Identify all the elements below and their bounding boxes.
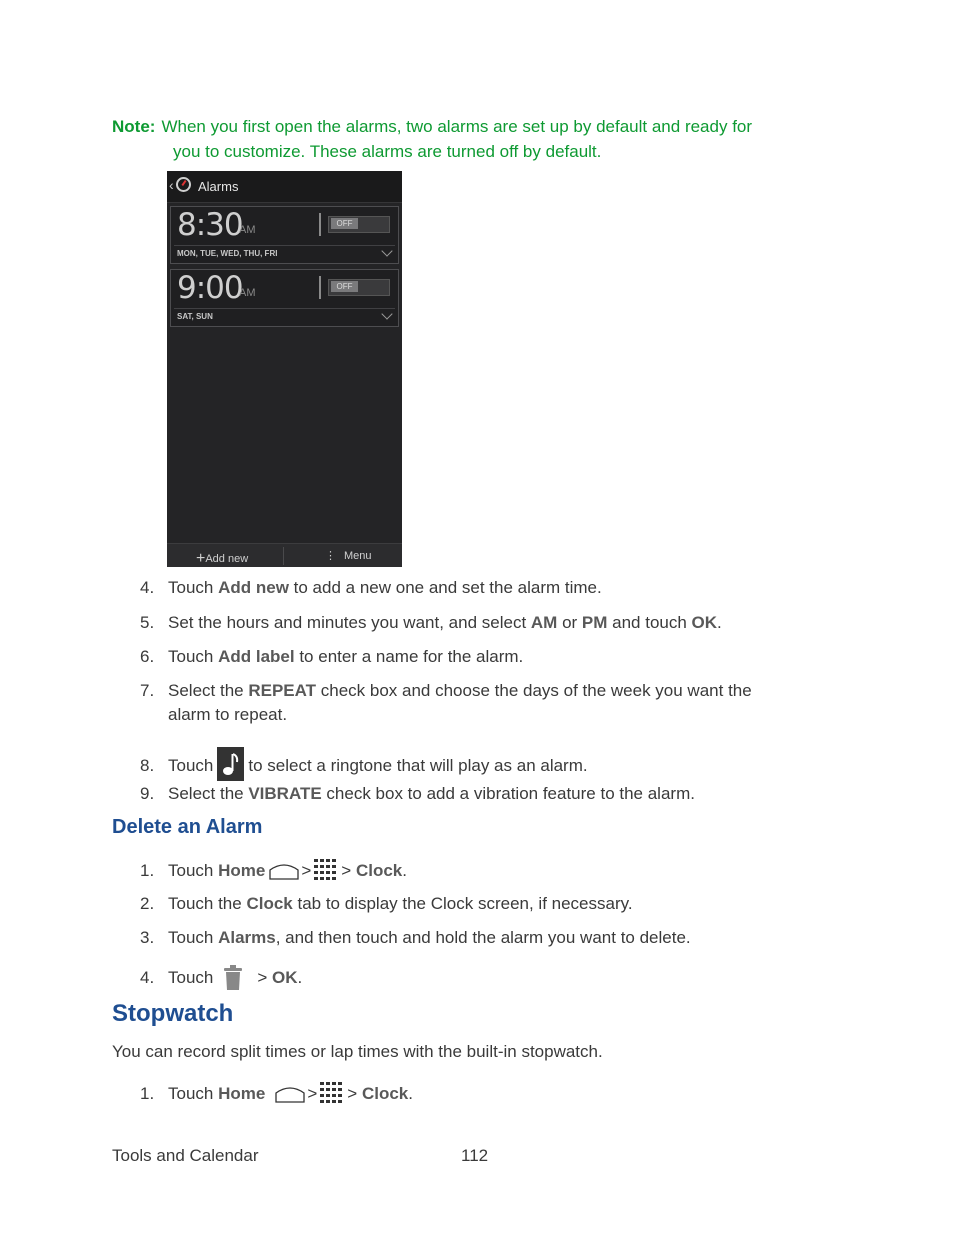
list-item: 1. Touch Home > > Clock. bbox=[140, 1081, 413, 1112]
alarms-title: Alarms bbox=[198, 179, 239, 194]
divider bbox=[283, 547, 284, 565]
list-item: 3. Touch Alarms, and then touch and hold the alarm you want to delete. bbox=[140, 928, 691, 947]
list-item: 5. Set the hours and minutes you want, and select AM or PM and touch OK. bbox=[140, 613, 722, 632]
alarm-toggle bbox=[328, 216, 390, 233]
home-icon bbox=[269, 862, 299, 887]
music-note-icon bbox=[217, 747, 244, 781]
menu-dots-icon: ⋮ bbox=[325, 550, 336, 562]
list-item: 9. Select the VIBRATE check box to add a vibration feature to the alarm. bbox=[140, 784, 695, 803]
footer-section: Tools and Calendar bbox=[112, 1146, 259, 1165]
apps-grid-icon bbox=[313, 858, 339, 889]
delete-alarm-heading: Delete an Alarm bbox=[112, 816, 263, 838]
list-item: 4. Touch > OK. bbox=[140, 965, 302, 998]
divider bbox=[174, 245, 395, 246]
toggle-label: OFF bbox=[331, 281, 358, 292]
list-item: 7. Select the REPEAT check box and choose the days of the week you want the bbox=[140, 681, 752, 700]
list-item: 6. Touch Add label to enter a name for the alarm. bbox=[140, 647, 524, 666]
list-item: 8. Touch to select a ringtone that will play as an alarm. bbox=[140, 747, 588, 781]
toggle-label: OFF bbox=[331, 218, 358, 229]
list-item-continuation: alarm to repeat. bbox=[168, 705, 288, 724]
note-label: Note: bbox=[112, 117, 156, 136]
alarm-days: SAT, SUN bbox=[177, 312, 213, 321]
alarm-time: 9:00 bbox=[177, 270, 243, 306]
plus-icon: + bbox=[196, 550, 206, 567]
alarm-row bbox=[170, 269, 399, 327]
note-text-line1: When you first open the alarms, two alarms are set up by default and ready for bbox=[161, 117, 753, 136]
alarms-footer bbox=[167, 543, 402, 567]
add-new-label: Add new bbox=[205, 553, 249, 565]
alarm-time: 8:30 bbox=[177, 207, 243, 243]
chevron-down-icon bbox=[381, 245, 392, 256]
menu-label: Menu bbox=[344, 550, 372, 562]
alarm-ampm: AM bbox=[239, 224, 256, 236]
alarm-days: MON, TUE, WED, THU, FRI bbox=[177, 249, 278, 258]
alarms-header bbox=[167, 171, 402, 203]
page-number: 112 bbox=[461, 1146, 489, 1165]
note-text-line2: you to customize. These alarms are turned off by default. bbox=[173, 142, 602, 161]
alarm-row bbox=[170, 206, 399, 264]
apps-grid-icon bbox=[319, 1081, 345, 1112]
stopwatch-heading: Stopwatch bbox=[112, 1000, 234, 1027]
menu-button bbox=[325, 549, 372, 562]
trash-icon bbox=[223, 965, 243, 998]
back-chevron-icon: ‹ bbox=[169, 177, 174, 193]
chevron-down-icon bbox=[381, 308, 392, 319]
alarms-screenshot bbox=[167, 171, 402, 567]
list-item: 4. Touch Add new to add a new one and set the alarm time. bbox=[140, 578, 602, 597]
alarm-toggle bbox=[328, 279, 390, 296]
divider bbox=[174, 308, 395, 309]
list-item: 1. Touch Home > > Clock. bbox=[140, 858, 407, 889]
stopwatch-paragraph: You can record split times or lap times with the built-in stopwatch. bbox=[112, 1042, 603, 1061]
note-box bbox=[112, 114, 832, 164]
divider bbox=[319, 276, 321, 299]
add-new-button bbox=[196, 549, 248, 567]
list-item: 2. Touch the Clock tab to display the Clock screen, if necessary. bbox=[140, 894, 633, 913]
clock-icon bbox=[176, 177, 191, 192]
home-icon bbox=[275, 1085, 305, 1110]
alarm-ampm: AM bbox=[239, 287, 256, 299]
divider bbox=[319, 213, 321, 236]
